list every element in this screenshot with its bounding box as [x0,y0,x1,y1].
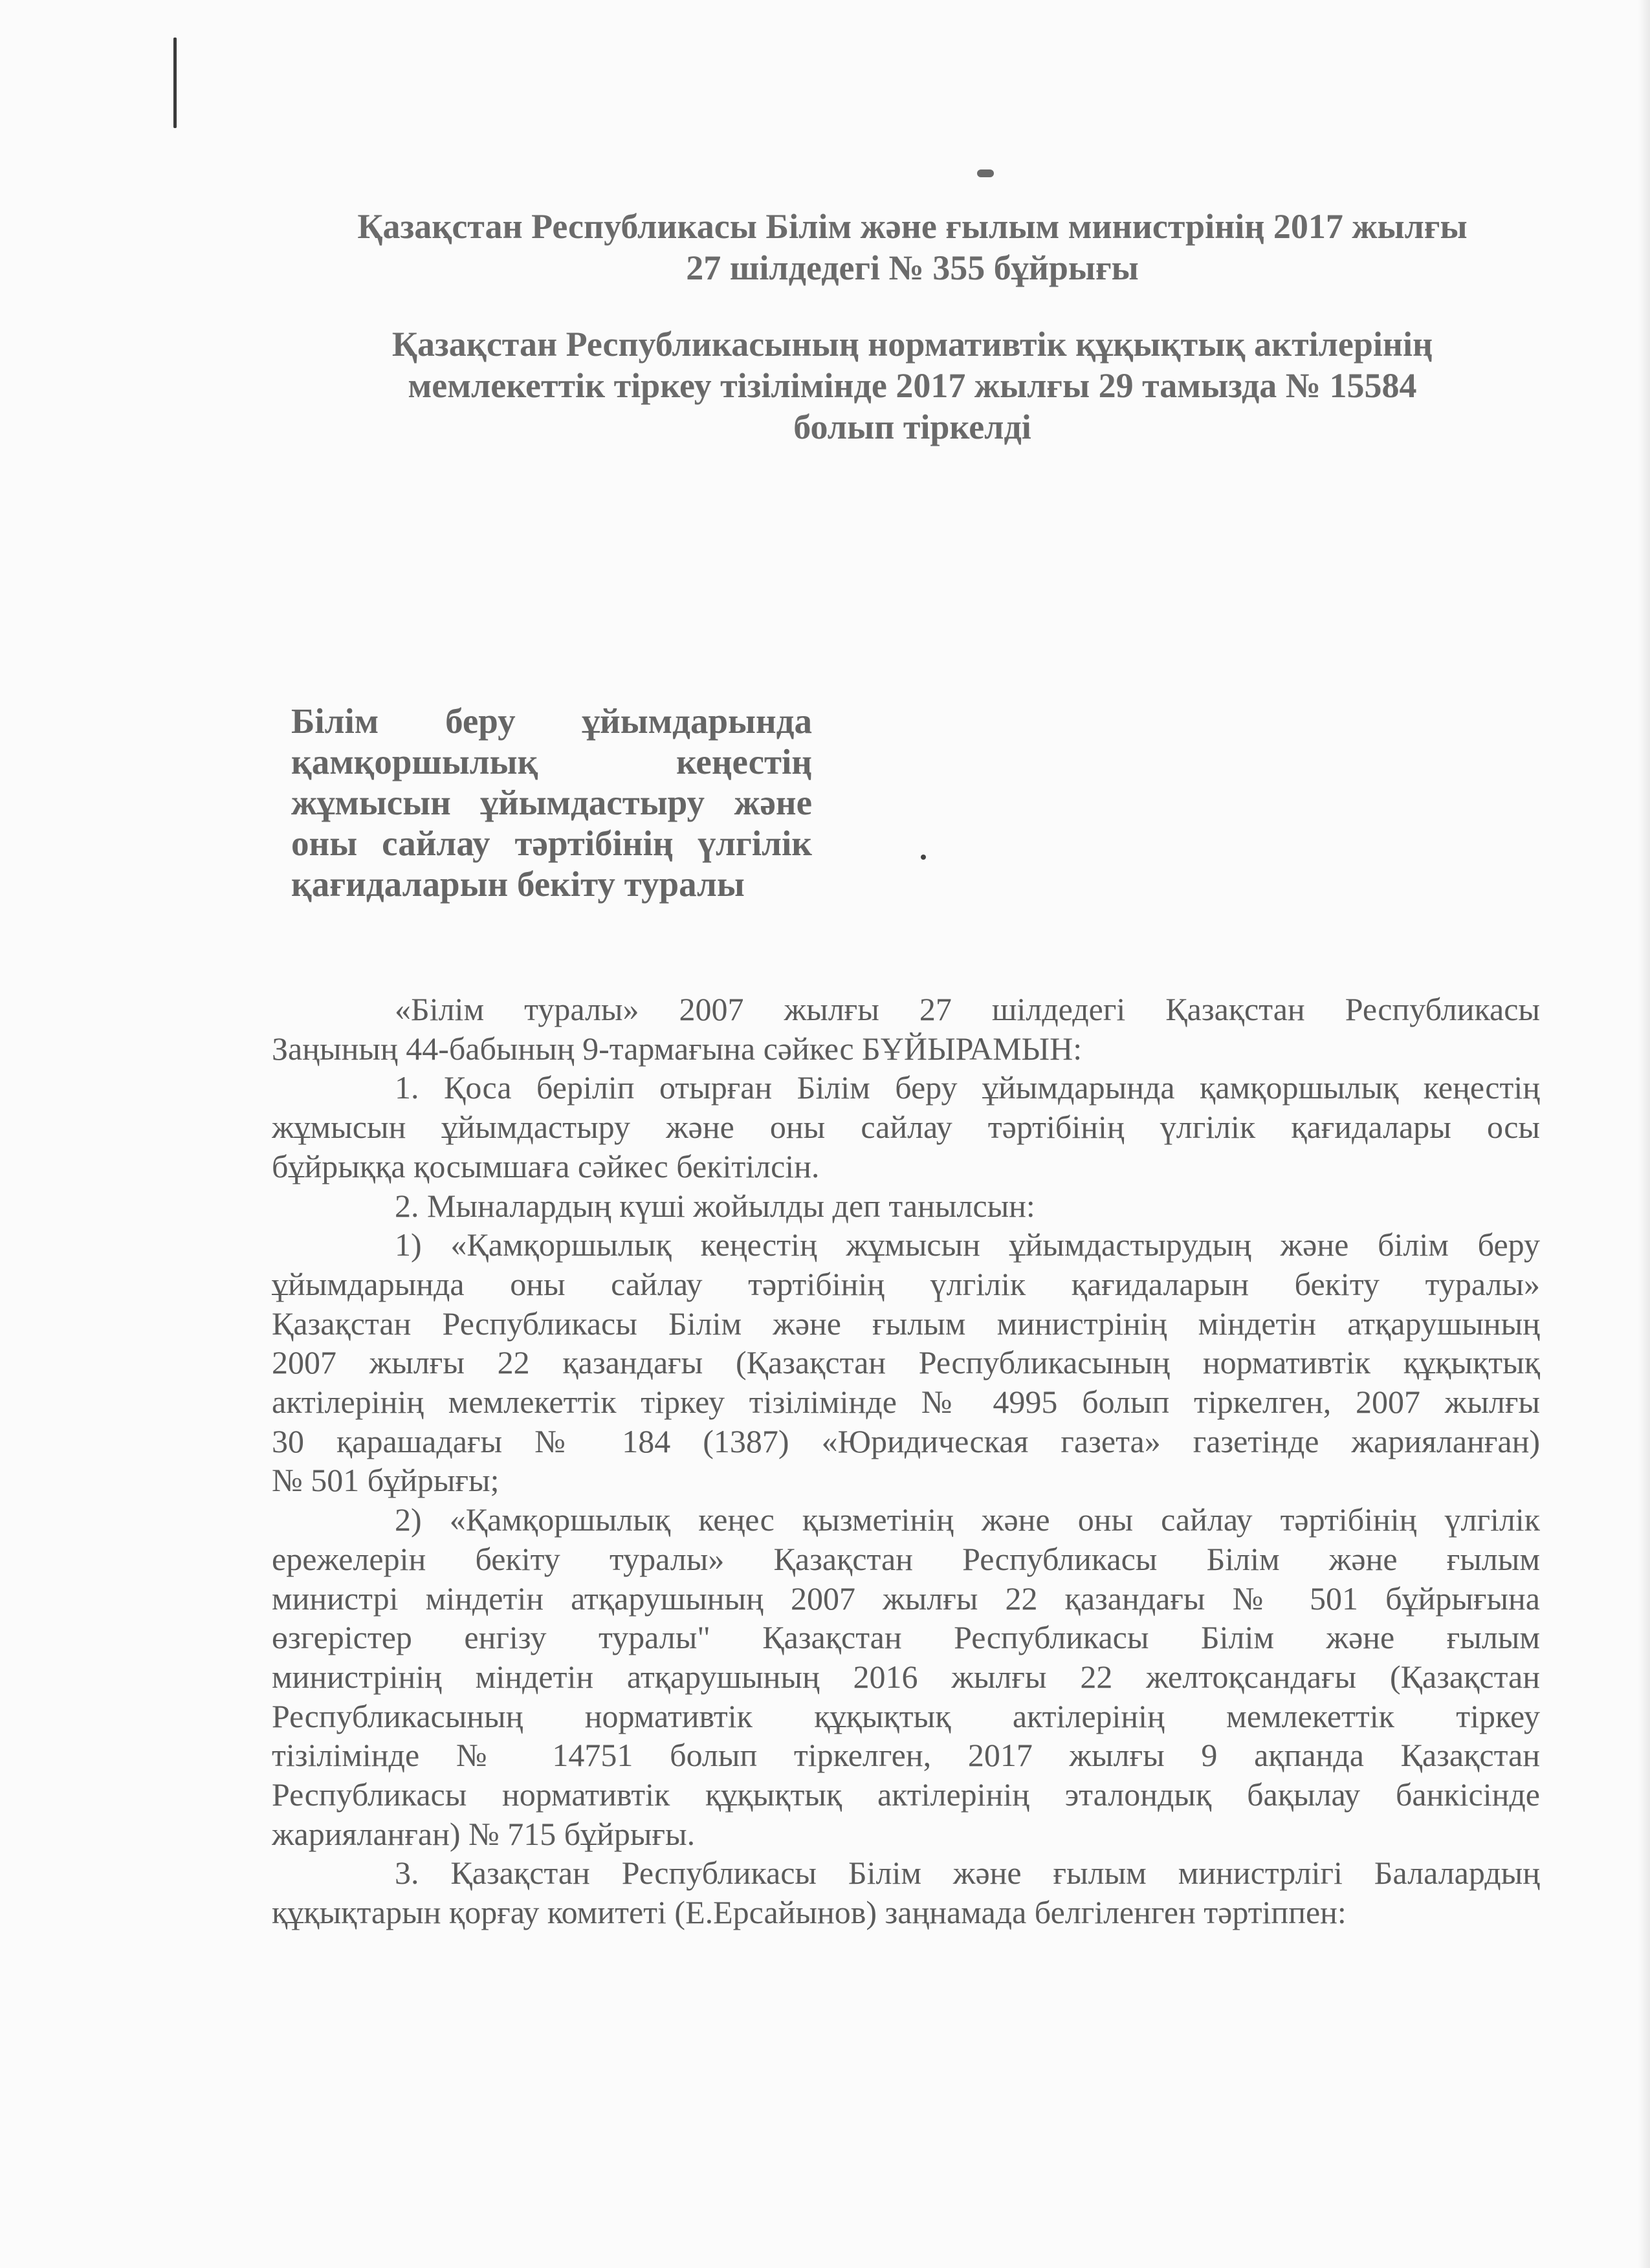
order-header [285,206,1540,289]
body-line: ережелерін бекіту туралы» Қазақстан Республикасы Білім және ғылым [272,1540,1540,1577]
body-line: 2. Мыналардың күші жойылды деп танылсын: [395,1187,1035,1224]
body-line: Қазақстан Республикасы Білім және ғылым министрінің міндетін атқарушының [272,1305,1540,1342]
body-line: жарияланған) № 715 бұйрығы. [272,1815,696,1852]
scan-edge-shadow [1638,0,1650,2268]
registration-header [285,323,1540,448]
body-line: 1. Қоса беріліп отырған Білім беру ұйымдарында қамқоршылық кеңестің [395,1069,1540,1106]
scan-dot [921,855,926,860]
body-line: «Білім туралы» 2007 жылғы 27 шілдедегі Қазақстан Республикасы [395,991,1540,1027]
title-line: қамқоршылық кеңестің [291,742,812,781]
title-line: жұмысын ұйымдастыру және [291,783,812,822]
title-line: Білім беру ұйымдарында [291,701,812,741]
document-body [272,990,1540,1932]
order-header-line: 27 шілдедегі № 355 бұйрығы [686,248,1139,287]
body-line: 30 қарашадағы № 184 (1387) «Юридическая газета» газетінде жарияланған) [272,1423,1540,1459]
body-line: бұйрыққа қосымшаға сәйкес бекітілсін. [272,1148,820,1184]
body-line: актілерінің мемлекеттік тіркеу тізілімінде № 4995 болып тіркелген, 2007 жылғы [272,1384,1540,1421]
body-line: министрі міндетін атқарушының 2007 жылғы 22 қазандағы № 501 бұйрығына [272,1580,1540,1617]
body-line: Заңының 44-бабының 9-тармағына сәйкес БҰЙЫРАМЫН: [272,1030,1083,1067]
registration-header-line: болып тіркелді [793,408,1031,446]
body-line: № 501 бұйрығы; [272,1462,500,1499]
body-line: тізілімінде № 14751 болып тіркелген, 2017 жылғы 9 ақпанда Қазақстан [272,1737,1540,1774]
document-title [291,701,812,904]
body-line: министрінің міндетін атқарушының 2016 жылғы 22 желтоқсандағы (Қазақстан [272,1658,1540,1695]
order-header-line: Қазақстан Республикасы Білім және ғылым министрінің 2017 жылғы [357,207,1468,246]
body-line: Республикасы нормативтік құқықтық актілерінің эталондық бақылау банкісінде [272,1776,1540,1813]
body-line: 1) «Қамқоршылық кеңестің жұмысын ұйымдастырудың және білім беру [395,1227,1540,1263]
registration-header-line: Қазақстан Республикасының нормативтік құқықтық актілерінің [391,325,1433,364]
body-line: Республикасының нормативтік құқықтық актілерінің мемлекеттік тіркеу [272,1697,1540,1734]
title-line: қағидаларын бекіту туралы [291,864,745,904]
scan-speck [977,169,994,177]
body-line: 2) «Қамқоршылық кеңес қызметінің және оны сайлау тәртібінің үлгілік [395,1501,1540,1538]
body-line: 3. Қазақстан Республикасы Білім және ғылым министрлігі Балалардың [395,1855,1540,1892]
margin-pen-mark [173,38,177,128]
body-line: ұйымдарында оны сайлау тәртібінің үлгілік қағидаларын бекіту туралы» [272,1265,1540,1302]
registration-header-line: мемлекеттік тіркеу тізілімінде 2017 жылғы 29 тамызда № 15584 [408,366,1417,405]
body-line: 2007 жылғы 22 қазандағы (Қазақстан Республикасының нормативтік құқықтық [272,1344,1540,1381]
title-line: оны сайлау тәртібінің үлгілік [291,823,812,863]
body-line: өзгерістер енгізу туралы" Қазақстан Республикасы Білім және ғылым [272,1619,1540,1656]
body-line: құқықтарын қорғау комитеті (Е.Ерсайынов) заңнамада белгіленген тәртіппен: [272,1894,1347,1931]
body-line: жұмысын ұйымдастыру және оны сайлау тәртібінің үлгілік қағидалары осы [272,1109,1540,1146]
